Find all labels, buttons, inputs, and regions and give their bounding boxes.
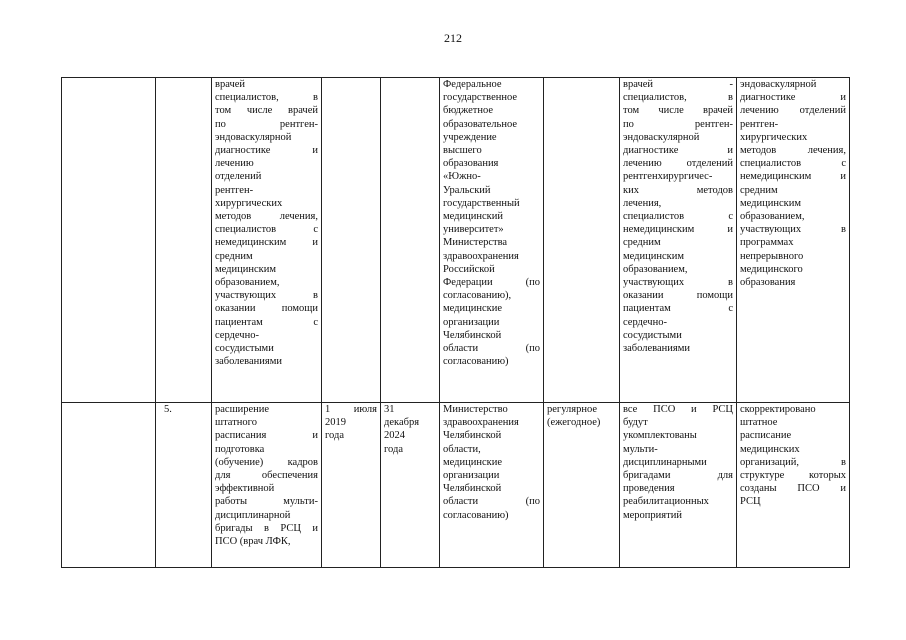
cell-line: медицинский bbox=[443, 211, 503, 223]
cell-line: лечению отделений bbox=[623, 158, 733, 170]
end-date-cell bbox=[381, 78, 440, 403]
cell-line: медицинским bbox=[740, 197, 802, 209]
cell-line: созданы ПСО и bbox=[740, 483, 846, 495]
cell-line: штатное bbox=[740, 417, 778, 429]
cell-line: специалистов с bbox=[623, 211, 733, 223]
cell-line: «Южно- bbox=[443, 171, 481, 183]
cell-line: университет» bbox=[443, 224, 504, 236]
cell-line: средним bbox=[623, 237, 661, 249]
cell-line: области (по bbox=[443, 496, 540, 508]
cell-line: лечению отделений bbox=[740, 105, 846, 117]
cell-line: регулярное bbox=[547, 404, 597, 415]
end-date-cell bbox=[381, 403, 440, 568]
cell-line: пациентам с bbox=[215, 316, 318, 328]
cell-line: организаций, в bbox=[740, 456, 846, 468]
cell-line: образования bbox=[443, 158, 499, 170]
cell-line: образованием, bbox=[623, 263, 688, 275]
cell-line: высшего bbox=[443, 145, 482, 157]
cell-line: специалистов с bbox=[740, 158, 846, 170]
cell-line: Федеральное bbox=[443, 79, 502, 90]
cell-line: медицинского bbox=[740, 263, 803, 275]
cell-line: 2019 bbox=[325, 417, 346, 429]
cell-line: подготовка bbox=[215, 443, 265, 455]
cell-line: образовательное bbox=[443, 118, 517, 130]
cell-line: оказании помощи bbox=[215, 303, 318, 315]
result-cell bbox=[620, 78, 737, 403]
cell-line: учреждение bbox=[443, 131, 497, 143]
cell-line: бюджетное bbox=[443, 105, 494, 117]
cell-line: Челябинской bbox=[443, 430, 502, 442]
cell-line: работы мульти- bbox=[215, 496, 318, 508]
periodicity-cell bbox=[544, 78, 620, 403]
cell-line: 1 июля bbox=[325, 404, 377, 415]
cell-line: пациентам с bbox=[623, 303, 733, 315]
start-date-cell bbox=[322, 403, 381, 568]
cell-line: средним bbox=[215, 250, 253, 262]
cell-line: рентгенхирургичес- bbox=[623, 171, 713, 183]
cell-line: структуре которых bbox=[740, 470, 846, 482]
cell-line: организации bbox=[443, 316, 500, 328]
cell-line: РСЦ bbox=[740, 496, 761, 508]
cell-line: эндоваскулярной bbox=[623, 131, 700, 143]
cell-line: Российской bbox=[443, 263, 495, 275]
cell-line: области, bbox=[443, 443, 481, 455]
cell-line: заболеваниями bbox=[215, 356, 282, 368]
cell-line: отделений bbox=[215, 171, 262, 183]
cell-line: врачей - bbox=[623, 79, 733, 90]
cell-line: диагностике и bbox=[740, 92, 846, 104]
cell-line: Министерства bbox=[443, 237, 508, 249]
cell-line: участвующих в bbox=[623, 277, 733, 289]
result-cell bbox=[620, 403, 737, 568]
cell-line: немедицинским и bbox=[215, 237, 318, 249]
cell-line: государственный bbox=[443, 197, 520, 209]
cell-line: области (по bbox=[443, 343, 540, 355]
cell-line: медицинские bbox=[443, 456, 503, 468]
cell-line: (ежегодное) bbox=[547, 417, 601, 429]
cell-line: лечения, bbox=[623, 197, 662, 209]
responsible-cell bbox=[440, 403, 544, 568]
cell-line: 2024 bbox=[384, 430, 405, 442]
cell-line: по рентген- bbox=[215, 118, 318, 130]
cell-line: том числе врачей bbox=[623, 105, 733, 117]
cell-line: немедицинским и bbox=[740, 171, 846, 183]
cell-line: образованием, bbox=[740, 211, 805, 223]
cell-line: специалистов, в bbox=[215, 92, 318, 104]
cell-line: 31 bbox=[384, 404, 395, 415]
cell-line: дисциплинарной bbox=[215, 509, 291, 521]
cell-line: дисциплинарными bbox=[623, 456, 707, 468]
cell-line: медицинские bbox=[443, 303, 503, 315]
table-row bbox=[62, 78, 850, 403]
cell-line: ПСО (врач ЛФК, bbox=[215, 536, 291, 548]
page-number: 212 bbox=[444, 31, 462, 45]
cell-line: хирургических bbox=[215, 197, 283, 209]
cell-line: Министерство bbox=[443, 404, 508, 415]
cell-line: медицинским bbox=[215, 263, 277, 275]
cell-line: расписание bbox=[740, 430, 792, 442]
cell-line: эндоваскулярной bbox=[215, 131, 292, 143]
cell-line: сосудистыми bbox=[623, 329, 682, 341]
cell-line: диагностике и bbox=[215, 145, 318, 157]
event-cell bbox=[212, 78, 322, 403]
cell-line: государственное bbox=[443, 92, 518, 104]
cell-line: медицинских bbox=[740, 443, 800, 455]
cell-line: сосудистыми bbox=[215, 343, 274, 355]
cell-line: Челябинской bbox=[443, 483, 502, 495]
cell-line: хирургических bbox=[740, 131, 808, 143]
periodicity-cell bbox=[544, 403, 620, 568]
cell-line: образованием, bbox=[215, 277, 280, 289]
cell-line: по рентген- bbox=[623, 118, 733, 130]
cell-line: эффективной bbox=[215, 483, 275, 495]
indicator-cell bbox=[737, 78, 850, 403]
cell-line: все ПСО и РСЦ bbox=[623, 404, 733, 415]
cell-line: здравоохранения bbox=[443, 250, 519, 262]
plan-table bbox=[61, 77, 850, 568]
table-row bbox=[62, 403, 850, 568]
cell-line: непрерывного bbox=[740, 250, 804, 262]
cell-line: реабилитационных bbox=[623, 496, 709, 508]
event-cell bbox=[212, 403, 322, 568]
cell-line: мульти- bbox=[623, 443, 658, 455]
cell-line: года bbox=[325, 430, 344, 442]
cell-line: Уральский bbox=[443, 184, 491, 196]
cell-line: будут bbox=[623, 417, 648, 429]
cell-line: Челябинской bbox=[443, 329, 502, 341]
cell-line: образования bbox=[740, 277, 796, 289]
cell-line: рентген- bbox=[740, 118, 779, 130]
cell-line: специалистов, в bbox=[623, 92, 733, 104]
cell-line: проведения bbox=[623, 483, 675, 495]
cell-line: лечению bbox=[215, 158, 254, 170]
cell-line: расписания и bbox=[215, 430, 318, 442]
cell-line: специалистов с bbox=[215, 224, 318, 236]
cell-line: медицинским bbox=[623, 250, 685, 262]
cell-line: рентген- bbox=[215, 184, 254, 196]
row-number bbox=[156, 78, 212, 403]
cell-line: расширение bbox=[215, 404, 270, 415]
cell-line: бригады в РСЦ и bbox=[215, 522, 318, 534]
cell-line: Федерации (по bbox=[443, 277, 540, 289]
cell-line: штатного bbox=[215, 417, 257, 429]
responsible-cell bbox=[440, 78, 544, 403]
cell-line: укомплектованы bbox=[623, 430, 697, 442]
cell-line: сердечно- bbox=[215, 329, 259, 341]
cell-line: участвующих в bbox=[215, 290, 318, 302]
cell-line: том числе врачей bbox=[215, 105, 318, 117]
cell-line: года bbox=[384, 443, 403, 455]
cell-line: оказании помощи bbox=[623, 290, 733, 302]
cell-line: мероприятий bbox=[623, 509, 682, 521]
cell-line: бригадами для bbox=[623, 470, 733, 482]
cell-line: согласованию) bbox=[443, 356, 509, 368]
cell-line: скорректировано bbox=[740, 404, 816, 415]
cell-line: немедицинским и bbox=[623, 224, 733, 236]
cell-line: для обеспечения bbox=[215, 470, 318, 482]
cell-line: организации bbox=[443, 470, 500, 482]
cell-line: согласованию), bbox=[443, 290, 512, 302]
cell-line: ких методов bbox=[623, 184, 733, 196]
cell-line: (обучение) кадров bbox=[215, 456, 318, 468]
indicator-cell bbox=[737, 403, 850, 568]
empty-cell bbox=[62, 78, 156, 403]
start-date-cell bbox=[322, 78, 381, 403]
cell-line: эндоваскулярной bbox=[740, 79, 817, 90]
cell-line: программах bbox=[740, 237, 794, 249]
cell-line: декабря bbox=[384, 417, 420, 429]
cell-line: методов лечения, bbox=[740, 145, 846, 157]
cell-line: здравоохранения bbox=[443, 417, 519, 429]
empty-cell bbox=[62, 403, 156, 568]
cell-line: методов лечения, bbox=[215, 211, 318, 223]
cell-line: средним bbox=[740, 184, 778, 196]
cell-line: врачей bbox=[215, 79, 246, 90]
cell-line: участвующих в bbox=[740, 224, 846, 236]
cell-line: сердечно- bbox=[623, 316, 667, 328]
cell-line: согласованию) bbox=[443, 509, 509, 521]
cell-line: диагностике и bbox=[623, 145, 733, 157]
row-number: 5. bbox=[156, 403, 212, 568]
cell-line: заболеваниями bbox=[623, 343, 690, 355]
